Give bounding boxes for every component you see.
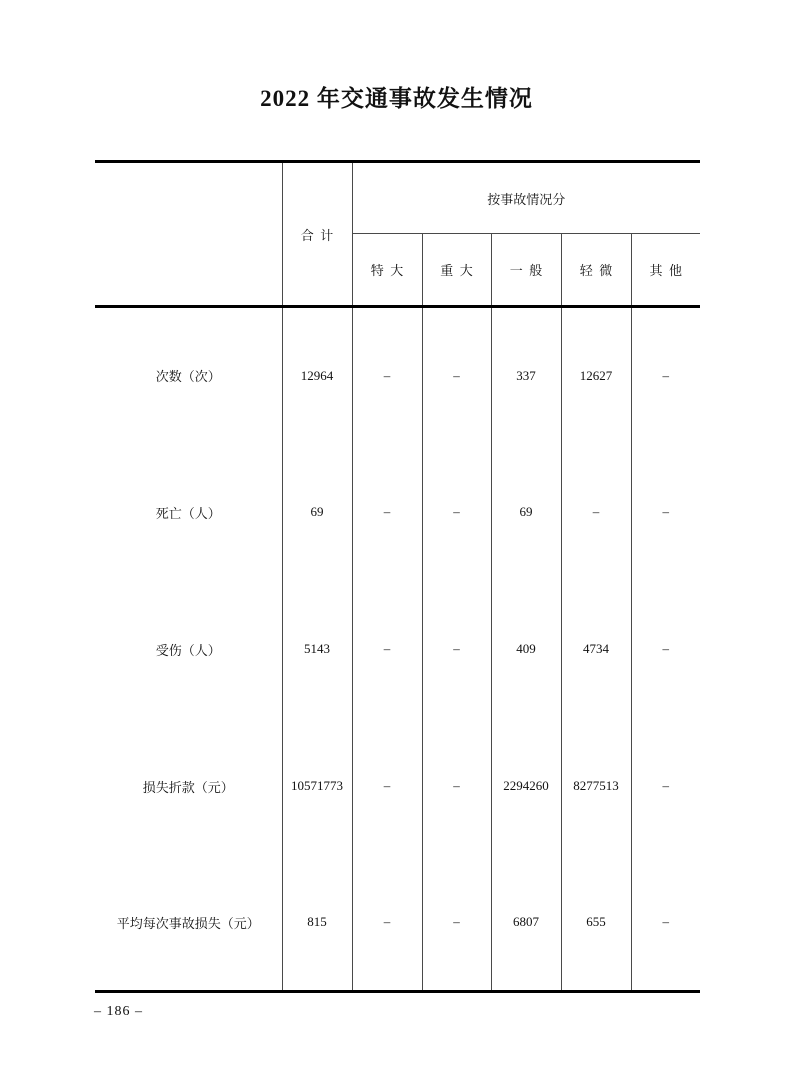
cell-minor: 8277513 xyxy=(561,718,631,855)
page-title: 2022 年交通事故发生情况 xyxy=(260,86,533,111)
table-row xyxy=(95,581,700,718)
cell-other: – xyxy=(631,307,700,444)
cell-extremely-serious: – xyxy=(352,307,422,444)
row-label: 死亡（人） xyxy=(95,444,282,581)
stub-header-cell xyxy=(95,162,282,307)
cell-extremely-serious: – xyxy=(352,581,422,718)
col-header-extremely-serious: 特 大 xyxy=(352,234,422,307)
cell-general: 6807 xyxy=(491,855,561,992)
accidents-table xyxy=(95,160,700,993)
cell-minor: 4734 xyxy=(561,581,631,718)
cell-other: – xyxy=(631,855,700,992)
row-label: 损失折款（元） xyxy=(95,718,282,855)
cell-extremely-serious: – xyxy=(352,855,422,992)
col-header-major: 重 大 xyxy=(422,234,491,307)
header-row-group xyxy=(95,162,700,234)
cell-extremely-serious: – xyxy=(352,718,422,855)
cell-total: 12964 xyxy=(282,307,352,444)
cell-major: – xyxy=(422,444,491,581)
cell-other: – xyxy=(631,444,700,581)
col-header-by-severity: 按事故情况分 xyxy=(352,162,700,234)
cell-minor: 655 xyxy=(561,855,631,992)
row-label: 受伤（人） xyxy=(95,581,282,718)
col-header-other: 其 他 xyxy=(631,234,700,307)
cell-total: 5143 xyxy=(282,581,352,718)
cell-other: – xyxy=(631,581,700,718)
cell-major: – xyxy=(422,581,491,718)
col-header-general: 一 般 xyxy=(491,234,561,307)
cell-other: – xyxy=(631,718,700,855)
row-label: 次数（次） xyxy=(95,307,282,444)
cell-general: 2294260 xyxy=(491,718,561,855)
cell-extremely-serious: – xyxy=(352,444,422,581)
cell-general: 69 xyxy=(491,444,561,581)
row-label: 平均每次事故损失（元） xyxy=(95,855,282,992)
cell-total: 69 xyxy=(282,444,352,581)
cell-major: – xyxy=(422,307,491,444)
cell-general: 337 xyxy=(491,307,561,444)
cell-minor: – xyxy=(561,444,631,581)
cell-general: 409 xyxy=(491,581,561,718)
cell-major: – xyxy=(422,718,491,855)
table-row xyxy=(95,855,700,992)
cell-minor: 12627 xyxy=(561,307,631,444)
cell-total: 815 xyxy=(282,855,352,992)
cell-major: – xyxy=(422,855,491,992)
col-header-total: 合 计 xyxy=(282,162,352,307)
col-header-minor: 轻 微 xyxy=(561,234,631,307)
table-row xyxy=(95,718,700,855)
cell-total: 10571773 xyxy=(282,718,352,855)
table-row xyxy=(95,444,700,581)
table-row xyxy=(95,307,700,444)
page-number: – 186 – xyxy=(94,1004,143,1019)
